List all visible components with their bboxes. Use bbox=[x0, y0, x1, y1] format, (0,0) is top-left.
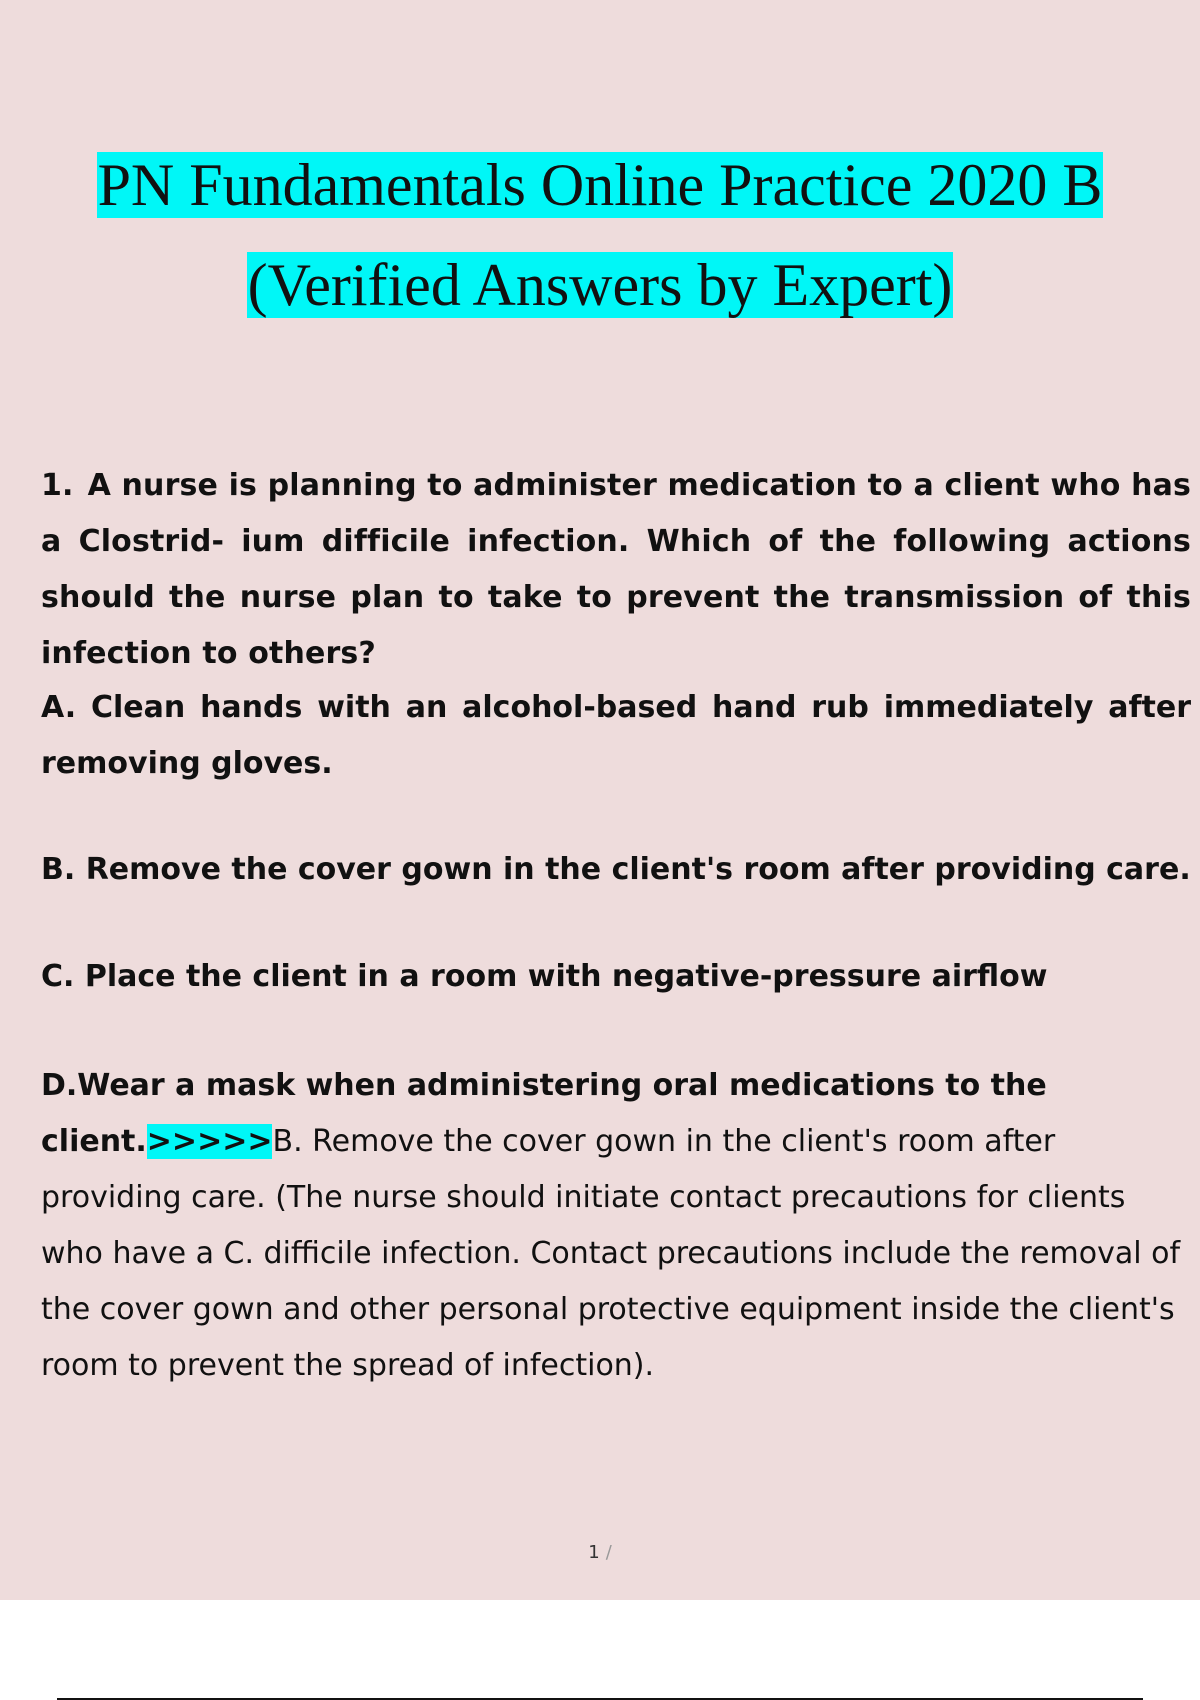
question-number: 1. bbox=[41, 468, 74, 503]
question-1 bbox=[41, 458, 1191, 682]
page-separator: / bbox=[605, 1542, 612, 1563]
option-d: D.Wear a mask when administering oral medications to the client. bbox=[41, 1068, 1047, 1159]
option-d-with-answer bbox=[41, 1058, 1191, 1394]
document-title-line-2 bbox=[0, 250, 1200, 320]
page-number bbox=[0, 1542, 1200, 1563]
title-line-1-text: PN Fundamentals Online Practice 2020 B bbox=[97, 152, 1103, 218]
option-a: A. Clean hands with an alcohol-based hand rub immediately after removing gloves. bbox=[41, 690, 1191, 781]
answer-explanation: B. Remove the cover gown in the client's room after providing care. (The nurse should initiate contact precautions for clients who have a C. difficile infection. Contact precautions include the removal of the cover gown and other personal protective equipment inside the client's room to prevent the spread of infection). bbox=[41, 1124, 1181, 1383]
title-line-2-text: (Verified Answers by Expert) bbox=[247, 252, 953, 318]
option-c: C. Place the client in a room with negative-pressure airflow bbox=[41, 959, 1048, 994]
option-b: B. Remove the cover gown in the client's room after providing care. bbox=[41, 852, 1191, 887]
answer-marker: >>>>> bbox=[146, 1124, 273, 1159]
document-title-line-1 bbox=[0, 150, 1200, 220]
page-number-value: 1 bbox=[588, 1542, 600, 1563]
question-text: A nurse is planning to administer medication to a client who has a Clostrid- ium difficile infection. Which of the following actions should the nurse plan to take to prevent the transmission of this infection to others? bbox=[41, 468, 1191, 671]
